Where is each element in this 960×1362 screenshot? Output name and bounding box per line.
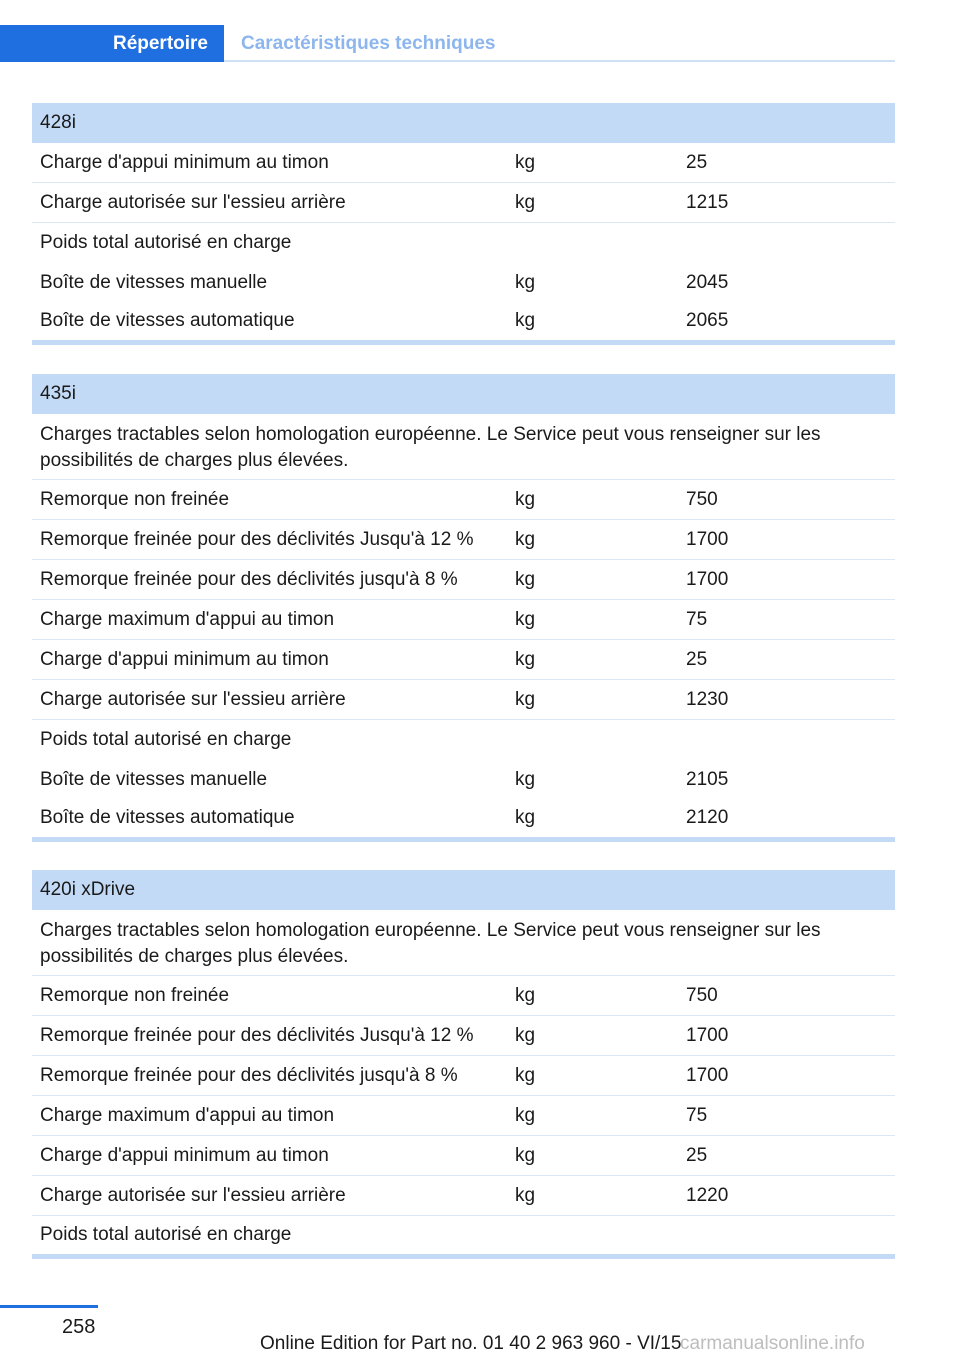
- row-value: 2065: [686, 310, 729, 331]
- row-unit: kg: [515, 648, 536, 670]
- table-row: [32, 680, 895, 720]
- row-value: 1700: [686, 1024, 729, 1046]
- table-row: [32, 183, 895, 223]
- row-value: 2120: [686, 807, 729, 828]
- row-value: 1215: [686, 191, 729, 213]
- row-unit: kg: [515, 1184, 536, 1206]
- row-value: 25: [686, 151, 708, 173]
- row-label: Remorque freinée pour des déclivités Jusqu'à 12 %: [40, 528, 474, 550]
- row-label: Boîte de vitesses manuelle: [40, 271, 268, 293]
- row-unit: kg: [515, 310, 536, 331]
- row-value: 750: [686, 488, 718, 510]
- row-unit: kg: [515, 807, 536, 828]
- row-label: Poids total autorisé en charge: [40, 1224, 292, 1245]
- table-row: [32, 1216, 895, 1254]
- row-value: 1230: [686, 688, 729, 710]
- row-value: 75: [686, 1104, 708, 1126]
- row-unit: kg: [515, 191, 536, 213]
- row-unit: kg: [515, 688, 536, 710]
- row-value: 25: [686, 648, 708, 670]
- page-number: 258: [62, 1316, 96, 1338]
- row-unit: kg: [515, 1104, 536, 1126]
- table-row: [32, 640, 895, 680]
- row-value: 2105: [686, 768, 729, 790]
- table-row: [32, 976, 895, 1016]
- table-note: Charges tractables selon homologation européenne. Le Service peut vous renseigner sur les possibilités de charges plus élevées.: [32, 414, 895, 480]
- row-value: 2045: [686, 271, 729, 293]
- row-label: Poids total autorisé en charge: [40, 729, 292, 750]
- table-row: [32, 560, 895, 600]
- top-navigation: [0, 25, 895, 62]
- table-row: [32, 143, 895, 183]
- row-value: 1700: [686, 568, 729, 590]
- row-unit: kg: [515, 768, 536, 790]
- table-title: 420i xDrive: [32, 870, 895, 910]
- row-label: Charge autorisée sur l'essieu arrière: [40, 688, 346, 710]
- row-label: Charge d'appui minimum au timon: [40, 151, 329, 173]
- table-row: [32, 1056, 895, 1096]
- table-row: [32, 1176, 895, 1216]
- table-row: [32, 600, 895, 640]
- row-unit: kg: [515, 1064, 536, 1086]
- row-unit: kg: [515, 1144, 536, 1166]
- watermark: carmanualsonline.info: [680, 1333, 865, 1354]
- table-row: [32, 1136, 895, 1176]
- row-value: 75: [686, 608, 708, 630]
- row-label: Charge maximum d'appui au timon: [40, 608, 335, 630]
- table-row: [32, 302, 895, 340]
- row-value: 750: [686, 984, 718, 1006]
- table-row: [32, 520, 895, 560]
- table-title: 435i: [32, 374, 895, 414]
- row-label: Boîte de vitesses manuelle: [40, 768, 268, 790]
- table-row: [32, 1096, 895, 1136]
- table-row: [32, 760, 895, 799]
- row-label: Remorque freinée pour des déclivités jusqu'à 8 %: [40, 568, 458, 590]
- table-row: [32, 263, 895, 302]
- table-row: [32, 720, 895, 760]
- row-label: Remorque non freinée: [40, 488, 230, 510]
- table-note: Charges tractables selon homologation européenne. Le Service peut vous renseigner sur les possibilités de charges plus élevées.: [32, 910, 895, 976]
- row-label: Boîte de vitesses automatique: [40, 310, 295, 331]
- row-label: Remorque non freinée: [40, 984, 230, 1006]
- table-row: [32, 799, 895, 837]
- spec-table-428i: [32, 103, 895, 345]
- row-unit: kg: [515, 528, 536, 550]
- row-unit: kg: [515, 984, 536, 1006]
- row-value: 1700: [686, 1064, 729, 1086]
- row-label: Charge d'appui minimum au timon: [40, 1144, 329, 1166]
- row-label: Charge autorisée sur l'essieu arrière: [40, 1184, 346, 1206]
- row-label: Poids total autorisé en charge: [40, 232, 292, 253]
- tab-caracteristiques-techniques[interactable]: Caractéristiques techniques: [241, 32, 496, 54]
- row-label: Remorque freinée pour des déclivités jusqu'à 8 %: [40, 1064, 458, 1086]
- table-row: [32, 1016, 895, 1056]
- row-label: Boîte de vitesses automatique: [40, 807, 295, 828]
- tab-repertoire[interactable]: Répertoire: [0, 25, 224, 62]
- edition-info: Online Edition for Part no. 01 40 2 963 960 - VI/15: [260, 1333, 682, 1354]
- row-label: Charge autorisée sur l'essieu arrière: [40, 191, 346, 213]
- row-label: Charge maximum d'appui au timon: [40, 1104, 335, 1126]
- row-value: 25: [686, 1144, 708, 1166]
- footer-accent-rule: [0, 1305, 98, 1308]
- table-title: 428i: [32, 103, 895, 143]
- row-unit: kg: [515, 488, 536, 510]
- row-unit: kg: [515, 271, 536, 293]
- spec-table-420i-xdrive: [32, 870, 895, 1259]
- row-value: 1220: [686, 1184, 729, 1206]
- row-unit: kg: [515, 151, 536, 173]
- row-value: 1700: [686, 528, 729, 550]
- row-label: Charge d'appui minimum au timon: [40, 648, 329, 670]
- spec-table-435i: [32, 374, 895, 842]
- row-unit: kg: [515, 608, 536, 630]
- row-unit: kg: [515, 568, 536, 590]
- row-unit: kg: [515, 1024, 536, 1046]
- table-row: [32, 223, 895, 263]
- table-row: [32, 480, 895, 520]
- row-label: Remorque freinée pour des déclivités Jusqu'à 12 %: [40, 1024, 474, 1046]
